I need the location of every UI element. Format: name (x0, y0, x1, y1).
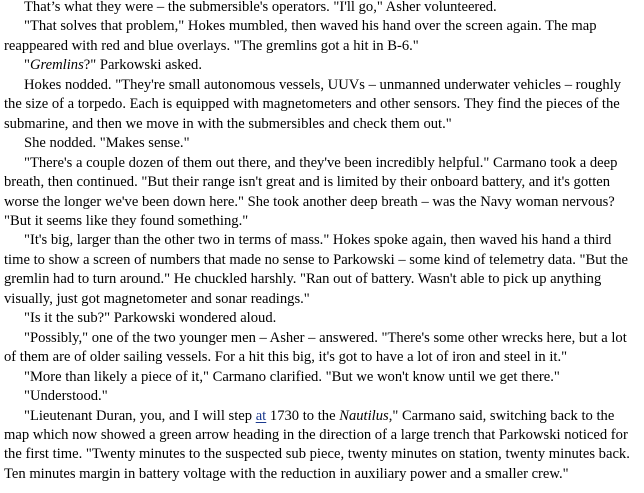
paragraph (4, 17, 636, 56)
paragraph (4, 0, 636, 17)
text-segment: Hokes nodded. "They're small autonomous vessels, UUVs – unmanned underwater vehicles – roughly the size of a torpedo. Each is equipped with magnetometers and other sensors. They find the pieces of the submarine, and then we move in with the submersibles and check them out." (4, 76, 622, 132)
paragraph (4, 76, 636, 134)
inline-link[interactable]: at (255, 407, 267, 424)
paragraph (4, 56, 636, 75)
document-page (4, 0, 636, 484)
text-segment: "Is it the sub?" Parkowski wondered aloud. (24, 310, 277, 327)
text-segment: ," Carmano said, switching back to the map which now showed a green arrow heading in the direction of a large trench that Parkowski noticed for the first time. "Twenty minutes to the suspected sub piece, twenty minutes on station, twenty minutes back. Ten minutes margin in battery voltage with the reduction in auxiliary power and a smaller crew." (4, 407, 630, 482)
paragraph (4, 387, 636, 406)
text-body (4, 0, 636, 484)
paragraph (4, 154, 636, 232)
text-segment: "More than likely a piece of it," Carmano clarified. "But we won't know until we get there." (24, 368, 560, 385)
text-segment: "Possibly," one of the two younger men – Asher – answered. "There's some other wrecks here, but a lot of them are of older sailing vessels. For a hit this big, it's got to have a lot of iron and steel in it." (4, 329, 627, 366)
text-segment: She nodded. "Makes sense." (24, 135, 190, 152)
text-segment: "It's big, larger than the other two in terms of mass." Hokes spoke again, then waved his hand a third time to show a screen of numbers that made no sense to Parkowski – some kind of telemetry data. "But the gremlin had to turn around." He chuckled harshly. "Ran out of battery. Wasn't able to pick up anything visually, just got magnetometer and sonar readings." (4, 232, 629, 307)
paragraph (4, 309, 636, 328)
paragraph (4, 231, 636, 309)
text-segment: "Lieutenant Duran, you, and I will step (24, 407, 256, 424)
paragraph (4, 134, 636, 153)
text-segment: "Understood." (24, 388, 108, 405)
paragraph (4, 329, 636, 368)
text-segment: ?" Parkowski asked. (83, 57, 202, 74)
paragraph (4, 407, 636, 485)
text-segment: "That solves that problem," Hokes mumbled, then waved his hand over the screen again. The map reappeared with red and blue overlays. "The gremlins got a hit in B-6." (4, 18, 597, 54)
italic-text: Gremlins (29, 57, 84, 74)
text-segment: 1730 to the (266, 407, 340, 424)
paragraph (4, 368, 636, 387)
text-segment: "There's a couple dozen of them out there, and they've been incredibly helpful." Carmano took a deep breath, then continued. "But their range isn't great and is limited by their onboard battery, and it's gotten worse the longer we've been down here." She took another deep breath – was the Navy woman nervous? "But it seems like they found something." (4, 154, 618, 229)
italic-text: Nautilus (339, 407, 389, 424)
text-segment: That’s what they were – the submersible's operators. "I'll go," Asher volunteered. (24, 0, 497, 15)
text-segment: " (24, 57, 30, 74)
